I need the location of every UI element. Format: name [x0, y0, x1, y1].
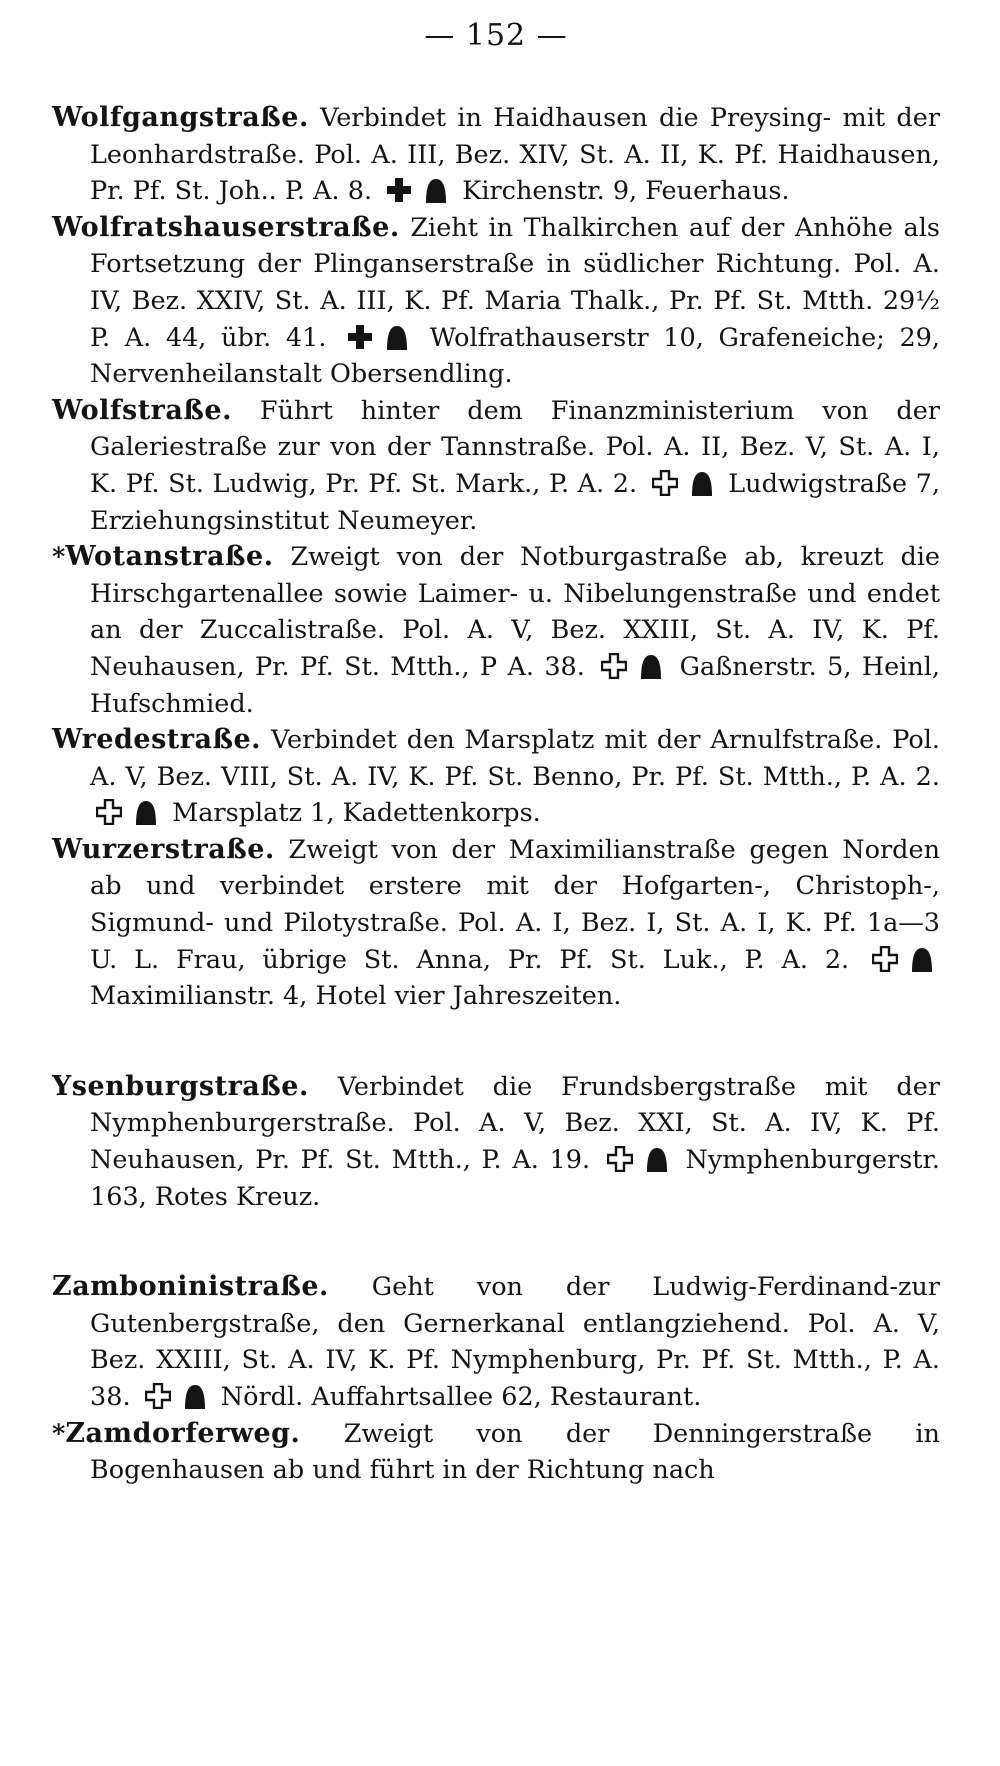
- street-entry-zamboninistrasse: [52, 1269, 940, 1415]
- entry-location: Maximilianstr. 4, Hotel vier Jahreszeiten.: [90, 981, 622, 1012]
- entry-location: Nördl. Auffahrtsallee 62, Restaurant.: [220, 1382, 702, 1412]
- entry-text: Zweigt von der Notburgastraße ab, kreuzt die Hirschgartenallee sowie Laimer- u. Nibelungenstraße und endet an der Zuccalistraße. Pol. A. V, Bez. XXIII, St. A. IV, K. Pf. Neuhausen, Pr. Pf. St. Mtth., P A. 38.: [90, 542, 941, 682]
- entry-text: Führt hinter dem Finanzministerium von der Galeriestraße zur von der Tannstraße. Pol. A. II, Bez. V, St. A. I, K. Pf. St. Ludwig, Pr. Pf. St. Mark., P. A. 2.: [90, 395, 940, 499]
- cross-icon: [386, 177, 412, 203]
- entry-location: Kirchenstr. 9, Feuerhaus.: [462, 176, 790, 207]
- new-street-marker: *: [52, 542, 66, 573]
- street-name: Wolfstraße.: [52, 394, 232, 426]
- entry-text: Geht von der Ludwig-Ferdinand-zur Gutenbergstraße, den Gernerkanal entlangziehend. Pol. A. V, Bez. XXIII, St. A. IV, K. Pf. Nymphenburg, Pr. Pf. St. Mtth., P. A. 38.: [90, 1272, 941, 1412]
- street-name: Ysenburgstraße.: [52, 1070, 309, 1102]
- street-entry-wotanstrasse: [52, 539, 940, 722]
- fire-bell-icon: [183, 1383, 207, 1409]
- street-entry-ysenburgstrasse: [52, 1069, 940, 1215]
- fire-bell-icon: [639, 653, 663, 679]
- entry-text: Verbindet den Marsplatz mit der Arnulfstraße. Pol. A. V, Bez. VIII, St. A. IV, K. Pf. St. Benno, Pr. Pf. St. Mtth., P. A. 2.: [90, 725, 940, 792]
- fire-bell-icon: [690, 470, 714, 496]
- entry-location: Nymphenburgerstr. 163, Rotes Kreuz.: [90, 1145, 941, 1212]
- fire-bell-icon: [910, 946, 934, 972]
- cross-outline-icon: [96, 799, 122, 825]
- street-entry-zamdorferweg: [52, 1416, 940, 1489]
- street-name: Wurzerstraße.: [52, 833, 275, 865]
- book-page: [52, 14, 940, 1489]
- fire-bell-icon: [424, 177, 448, 203]
- fire-bell-icon: [134, 799, 158, 825]
- cross-outline-icon: [607, 1146, 633, 1172]
- cross-outline-icon: [145, 1383, 171, 1409]
- entry-location: Marsplatz 1, Kadettenkorps.: [172, 798, 541, 829]
- cross-outline-icon: [601, 653, 627, 679]
- street-name: Wredestraße.: [52, 724, 262, 756]
- street-entry-wolfratshauserstrasse: [52, 210, 940, 393]
- entry-text: Zieht in Thalkirchen auf der Anhöhe als Fortsetzung der Plinganserstraße in südlicher Richtung. Pol. A. IV, Bez. XXIV, St. A. III, K. Pf. Maria Thalk., Pr. Pf. St. Mtth. 29½ P. A. 44, übr. 41.: [90, 212, 940, 353]
- cross-outline-icon: [872, 946, 898, 972]
- entry-text: Zweigt von der Denningerstraße in Bogenhausen ab und führt in der Richtung nach: [90, 1418, 940, 1486]
- street-name: Zamboninistraße.: [52, 1271, 329, 1303]
- street-entry-wolfstrasse: [52, 393, 940, 539]
- entry-text: Verbindet die Frundsbergstraße mit der Nymphenburgerstraße. Pol. A. V, Bez. XXI, St. A. IV, K. Pf. Neuhausen, Pr. Pf. St. Mtth., P. A. 19.: [90, 1071, 940, 1176]
- cross-icon: [347, 324, 373, 350]
- cross-outline-icon: [652, 470, 678, 496]
- street-name: Wolfgangstraße.: [52, 102, 309, 133]
- entry-text: Verbindet in Haidhausen die Preysing- mit der Leonhardstraße. Pol. A. III, Bez. XIV, St. A. II, K. Pf. Haidhausen, Pr. Pf. St. Joh.. P. A. 8.: [90, 103, 940, 207]
- fire-bell-icon: [645, 1146, 669, 1172]
- street-entry-wurzerstrasse: [52, 832, 940, 1015]
- fire-bell-icon: [385, 324, 409, 350]
- page-number: — 152 —: [424, 18, 568, 53]
- entry-location: Gaßnerstr. 5, Heinl, Hufschmied.: [90, 651, 941, 719]
- street-entry-wredestrasse: [52, 722, 940, 832]
- entry-location: Ludwigstraße 7, Erziehungsinstitut Neumeyer.: [90, 468, 940, 536]
- entry-location: Wolfrathauserstr 10, Grafeneiche; 29, Nervenheilanstalt Obersendling.: [90, 322, 940, 390]
- street-entry-wolfgangstrasse: [52, 100, 940, 210]
- street-name: Zamdorferweg.: [65, 1417, 301, 1449]
- street-name: Wotanstraße.: [65, 541, 274, 573]
- street-name: Wolfratshauserstraße.: [52, 211, 400, 243]
- new-street-marker: *: [52, 1418, 66, 1449]
- entry-text: Zweigt von der Maximilianstraße gegen Norden ab und verbindet erstere mit der Hofgarten-, Christoph-, Sigmund- und Pilotystraße. Pol. A. I, Bez. I, St. A. I, K. Pf. 1a—3 U. L. Frau, übrige St. Anna, Pr. Pf. St. Luk., P. A. 2.: [90, 834, 940, 975]
